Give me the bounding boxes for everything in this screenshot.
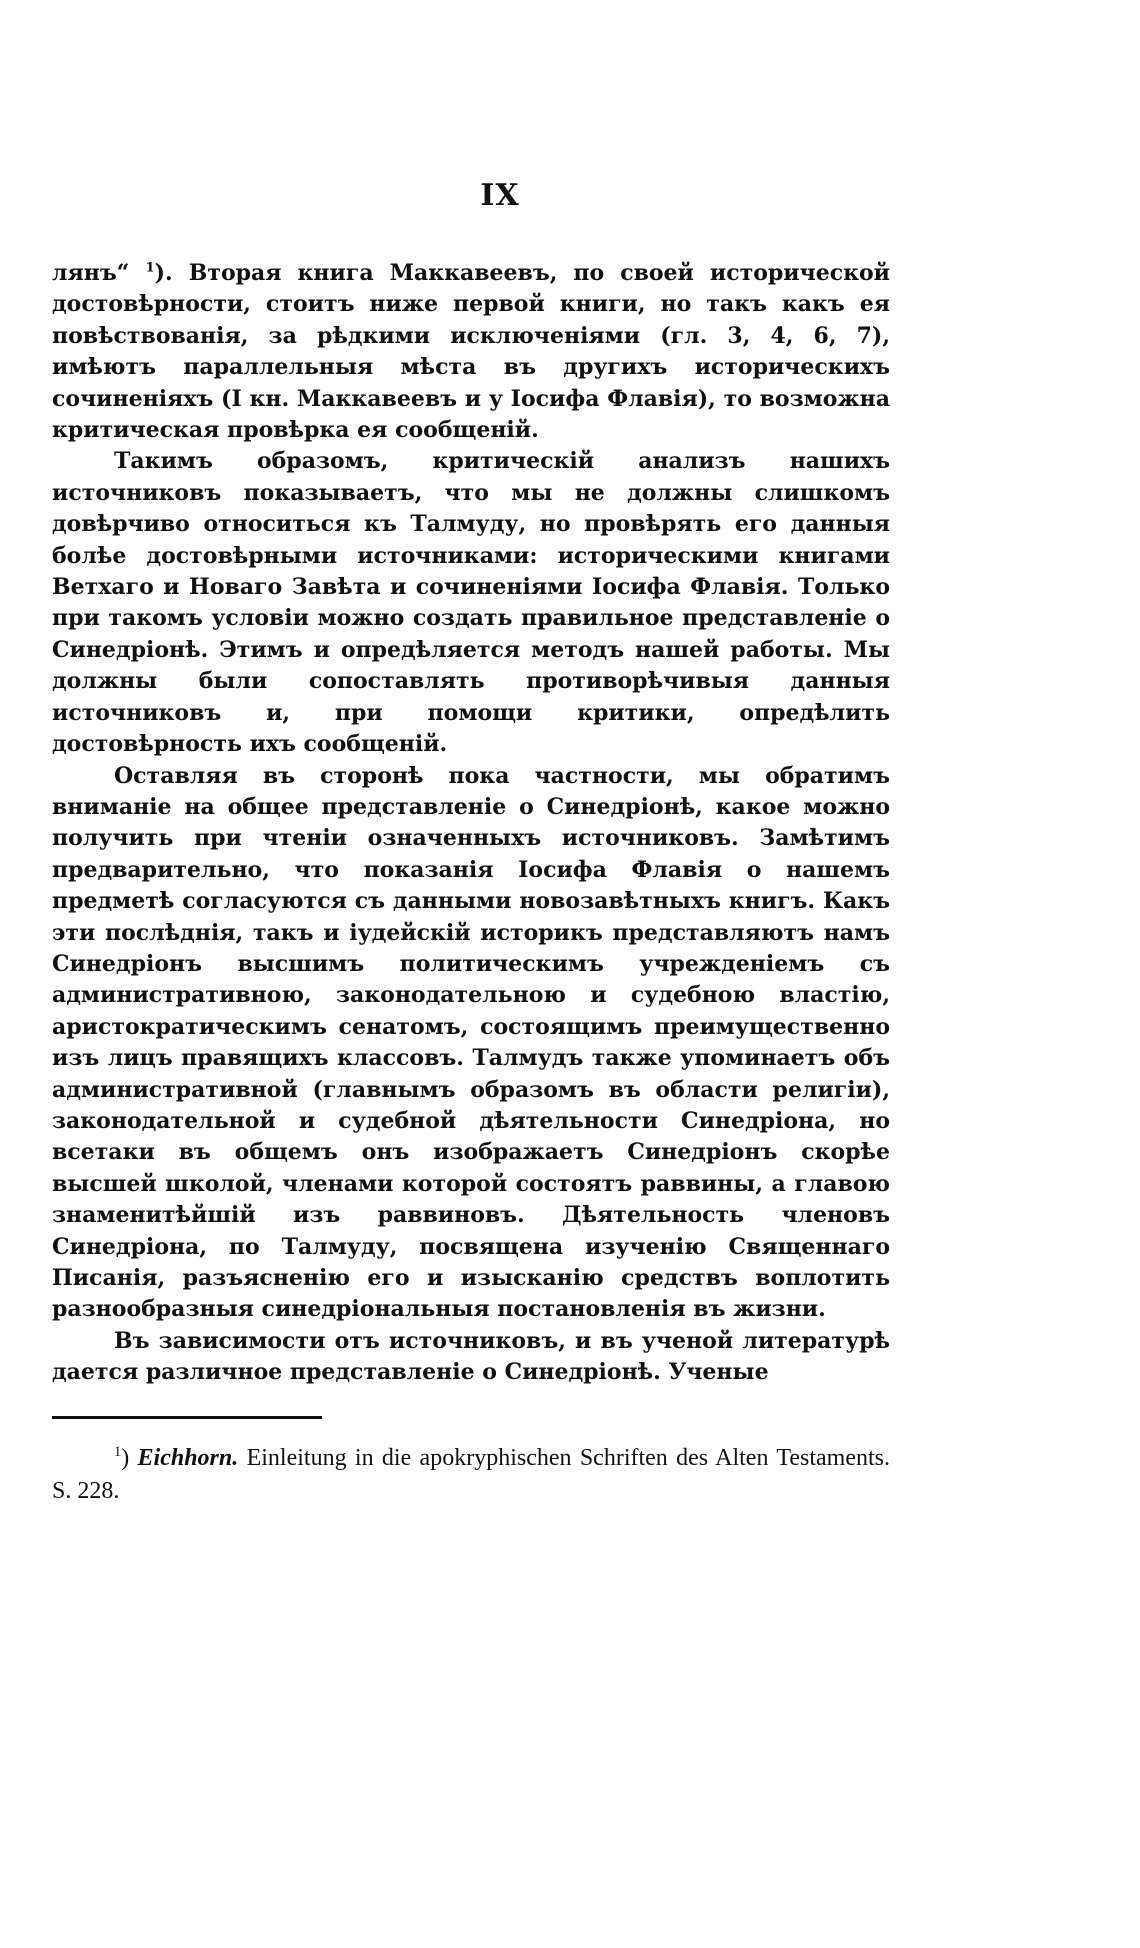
paragraph-2: Такимъ образомъ, критическій анализъ нашихъ источниковъ показываетъ, что мы не должны слишкомъ довѣрчиво относиться къ Талмуду, но провѣрять его данныя болѣе достовѣрными источниками: историческими книгами Ветхаго и Новаго Завѣта и сочиненіями Іосифа Флавія. Только при такомъ условіи можно создать правильное представленіе о Синедріонѣ. Этимъ и опредѣляется методъ нашей работы. Мы должны были сопоставлять противорѣчивыя данныя источниковъ и, при помощи критики, опредѣлить достовѣрность ихъ сообщеній. bbox=[52, 448, 890, 758]
paragraph-1 bbox=[52, 258, 890, 446]
footnote-paren: ) bbox=[121, 1445, 138, 1471]
body-text bbox=[52, 258, 890, 1389]
footnote-divider bbox=[52, 1416, 322, 1419]
paragraph-1-lead: лянъ“ bbox=[52, 260, 146, 286]
footnote-marker: 1 bbox=[114, 1444, 122, 1460]
footnote-text: Einleitung in die apokryphischen Schriften des Alten Testaments. S. 228. bbox=[52, 1445, 890, 1504]
paragraph-4: Въ зависимости отъ источниковъ, и въ ученой литературѣ дается различное представленіе о Синедріонѣ. Ученые bbox=[52, 1327, 890, 1386]
paragraph-1-text: ). Вторая книга Маккавеевъ, по своей исторической достовѣрности, стоитъ ниже первой книги, но такъ какъ ея повѣствованія, за рѣдкими исключеніями (гл. 3, 4, 6, 7), имѣютъ параллельныя мѣста въ другихъ историческихъ сочиненіяхъ (I кн. Маккавеевъ и у Іосифа Флавія), то возможна критическая провѣрка ея сообщеній. bbox=[52, 260, 890, 444]
page-number: IX bbox=[480, 178, 520, 213]
footnote bbox=[52, 1442, 890, 1508]
footnote-reference[interactable]: 1 bbox=[145, 260, 155, 276]
footnote-author: Eichhorn. bbox=[137, 1445, 239, 1471]
paragraph-3: Оставляя въ сторонѣ пока частности, мы обратимъ вниманіе на общее представленіе о Синедріонѣ, какое можно получить при чтеніи означенныхъ источниковъ. Замѣтимъ предварительно, что показанія Іосифа Флавія о нашемъ предметѣ согласуются съ данными новозавѣтныхъ книгъ. Какъ эти послѣднія, такъ и іудейскій историкъ представляютъ намъ Синедріонъ высшимъ политическимъ учрежденіемъ съ административною, законодательною и судебною властію, аристократическимъ сенатомъ, состоящимъ преимущественно изъ лицъ правящихъ классовъ. Талмудъ также упоминаетъ объ административной (главнымъ образомъ въ области религіи), законодательной и судебной дѣятельности Синедріона, но всетаки въ общемъ онъ изображаетъ Синедріонъ скорѣе высшей школой, членами которой состоятъ раввины, а главою знаменитѣйшій изъ раввиновъ. Дѣятельность членовъ Синедріона, по Талмуду, посвящена изученію Священнаго Писанія, разъясненію его и изысканію средствъ воплотить разнообразныя синедріональныя постановленія въ жизни. bbox=[52, 762, 890, 1323]
